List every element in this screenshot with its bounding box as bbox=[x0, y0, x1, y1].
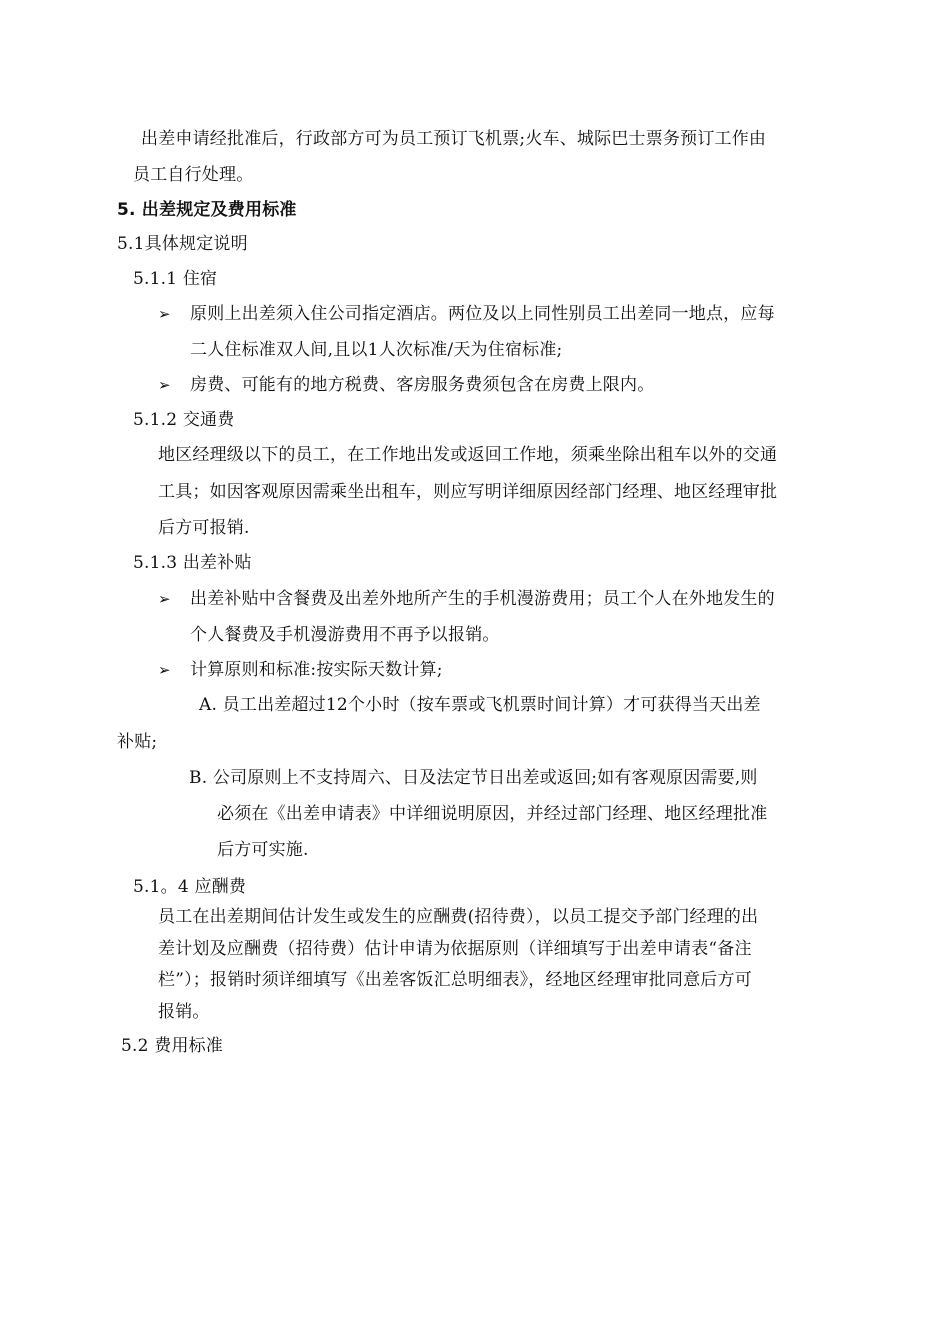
entertainment-line-1: 员工在出差期间估计发生或发生的应酬费(招待费），以员工提交予部门经理的出 bbox=[158, 907, 759, 927]
intro-line-1: 出差申请经批准后，行政部方可为员工预订飞机票;火车、城际巴士票务预订工作由 bbox=[141, 129, 767, 149]
section-5-heading: 5. 出差规定及费用标准 bbox=[117, 200, 297, 220]
arrow-bullet-icon: ➢ bbox=[158, 305, 171, 323]
arrow-bullet-icon: ➢ bbox=[158, 661, 171, 679]
lodging-bullet-1-line-2: 二人住标准双人间,且以1人次标准/天为住宿标准; bbox=[190, 340, 563, 360]
arrow-bullet-icon: ➢ bbox=[158, 376, 171, 394]
transport-line-2: 工具；如因客观原因需乘坐出租车，则应写明详细原因经部门经理、地区经理审批 bbox=[158, 482, 778, 502]
section-5-1-1-heading: 5.1.1 住宿 bbox=[133, 269, 218, 289]
section-5-1-2-heading: 5.1.2 交通费 bbox=[133, 410, 235, 430]
transport-line-3: 后方可报销. bbox=[158, 518, 250, 538]
allowance-item-a-line-2: 补贴; bbox=[117, 732, 158, 752]
allowance-bullet-1-line-1: 出差补贴中含餐费及出差外地所产生的手机漫游费用；员工个人在外地发生的 bbox=[190, 589, 775, 609]
allowance-bullet-2: 计算原则和标准:按实际天数计算; bbox=[190, 660, 443, 680]
entertainment-line-3: 栏”）；报销时须详细填写《出差客饭汇总明细表》，经地区经理审批同意后方可 bbox=[158, 970, 752, 990]
section-5-2-heading: 5.2 费用标准 bbox=[121, 1036, 224, 1056]
allowance-item-b-line-1: B. 公司原则上不支持周六、日及法定节日出差或返回;如有客观原因需要,则 bbox=[189, 768, 758, 788]
lodging-bullet-1-line-1: 原则上出差须入住公司指定酒店。两位及以上同性别员工出差同一地点，应每 bbox=[190, 304, 775, 324]
entertainment-line-2: 差计划及应酬费（招待费）估计申请为依据原则（详细填写于出差申请表“备注 bbox=[158, 939, 752, 959]
lodging-bullet-2: 房费、可能有的地方税费、客房服务费须包含在房费上限内。 bbox=[190, 375, 655, 395]
section-5-1-heading: 5.1具体规定说明 bbox=[117, 234, 248, 254]
section-5-1-3-heading: 5.1.3 出差补贴 bbox=[133, 553, 252, 573]
allowance-bullet-1-line-2: 个人餐费及手机漫游费用不再予以报销。 bbox=[190, 625, 500, 645]
entertainment-line-4: 报销。 bbox=[158, 1002, 210, 1022]
section-5-1-4-heading: 5.1。4 应酬费 bbox=[133, 877, 247, 897]
allowance-item-a-line-1: A. 员工出差超过12个小时（按车票或飞机票时间计算）才可获得当天出差 bbox=[199, 695, 761, 715]
transport-line-1: 地区经理级以下的员工，在工作地出发或返回工作地，须乘坐除出租车以外的交通 bbox=[158, 445, 778, 465]
intro-line-2: 员工自行处理。 bbox=[133, 165, 254, 185]
allowance-item-b-line-2: 必须在《出差申请表》中详细说明原因，并经过部门经理、地区经理批准 bbox=[217, 804, 768, 824]
arrow-bullet-icon: ➢ bbox=[158, 590, 171, 608]
allowance-item-b-line-3: 后方可实施. bbox=[217, 840, 309, 860]
